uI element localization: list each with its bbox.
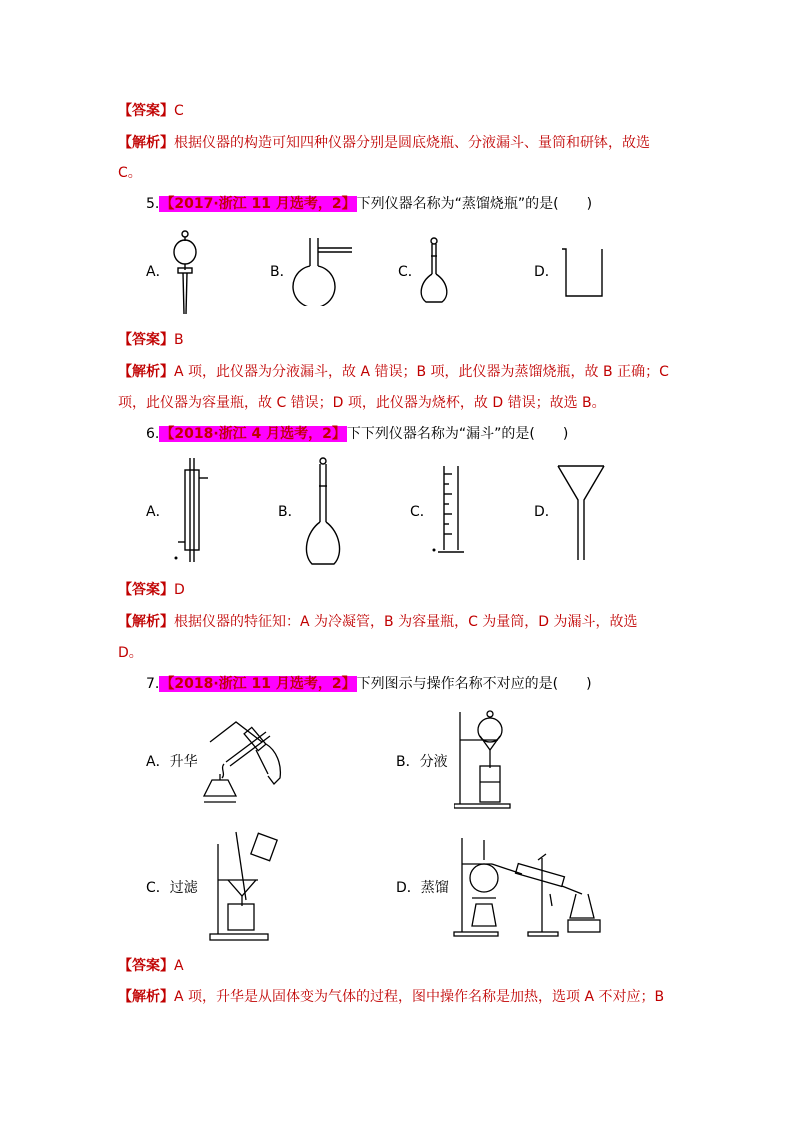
volumetric-flask-figure: [416, 236, 452, 306]
condenser-figure: [172, 456, 212, 566]
question-text: 下下列仪器名称为“漏斗”的是( ): [346, 426, 569, 442]
question-number: 7.: [146, 676, 160, 692]
separation-funnel-setup-figure: [454, 708, 514, 810]
answer-tag: 【答案】: [118, 103, 174, 119]
answer-tag: 【答案】: [118, 958, 174, 974]
analysis-text: A 项，升华是从固体变为气体的过程，图中操作名称是加热，选项 A 不对应；B: [174, 989, 665, 1005]
question-text: 下列图示与操作名称不对应的是( ): [356, 676, 592, 692]
analysis-text: 根据仪器的构造可知四种仪器分别是圆底烧瓶、分液漏斗、量筒和研钵，故选: [174, 135, 650, 151]
analysis-tag: 【解析】: [118, 364, 174, 380]
answer-value: A: [174, 958, 184, 974]
q5-option-b: B．: [270, 264, 294, 280]
q6-option-a: A．: [146, 504, 170, 520]
q5-option-a: A．: [146, 264, 170, 280]
graduated-cylinder-figure: [430, 464, 470, 558]
analysis-tag: 【解析】: [118, 614, 174, 630]
q6-stem: [146, 424, 568, 444]
answer-tag: 【答案】: [118, 582, 174, 598]
analysis-text: 根据仪器的特征知：A 为冷凝管，B 为容量瓶，C 为量筒，D 为漏斗，故选: [174, 614, 638, 630]
q6-option-c: C．: [410, 504, 434, 520]
distilling-flask-figure: [292, 236, 358, 306]
q5-analysis-line1: [118, 362, 669, 382]
question-text: 下列仪器名称为“蒸馏烧瓶”的是( ): [356, 196, 593, 212]
analysis-tag: 【解析】: [118, 989, 174, 1005]
answer-value: D: [174, 582, 185, 598]
question-number: 6.: [146, 426, 160, 442]
funnel-figure: [556, 462, 606, 564]
q5-option-c: C．: [398, 264, 422, 280]
q5-option-d: D．: [534, 264, 559, 280]
q7-answer: [118, 956, 184, 976]
q5-analysis-line2: 项，此仪器为容量瓶，故 C 错误；D 项，此仪器为烧杯，故 D 错误；故选 B。: [118, 395, 606, 411]
heating-test-tube-figure: [196, 714, 292, 808]
q6-analysis-line2: D。: [118, 645, 143, 661]
question-number: 5.: [146, 196, 160, 212]
q7-analysis-line1: [118, 987, 664, 1007]
question-source: 【2018·浙江 11 月选考，2】: [160, 676, 356, 692]
q4-analysis-line2: C。: [118, 165, 142, 181]
volumetric-flask-figure: [302, 456, 344, 568]
q5-stem: [146, 194, 592, 214]
q7-stem: [146, 674, 592, 694]
q4-analysis-line1: [118, 133, 650, 153]
analysis-tag: 【解析】: [118, 135, 174, 151]
q7-option-d: D．蒸馏: [396, 880, 449, 896]
q6-option-d: D．: [534, 504, 559, 520]
q6-analysis-line1: [118, 612, 638, 632]
q6-option-b: B．: [278, 504, 302, 520]
q7-option-b: B．分液: [396, 754, 448, 770]
separatory-funnel-figure: [170, 228, 200, 318]
answer-value: B: [174, 332, 184, 348]
question-source: 【2018·浙江 4 月选考，2】: [160, 426, 346, 442]
q5-answer: [118, 330, 184, 350]
question-source: 【2017·浙江 11 月选考，2】: [160, 196, 356, 212]
beaker-figure: [560, 246, 606, 298]
distillation-setup-figure: [452, 834, 612, 938]
q4-answer: [118, 101, 184, 121]
q7-option-a: A．升华: [146, 754, 198, 770]
analysis-text: A 项，此仪器为分液漏斗，故 A 错误；B 项，此仪器为蒸馏烧瓶，故 B 正确；C: [174, 364, 669, 380]
answer-value: C: [174, 103, 184, 119]
filtration-setup-figure: [206, 830, 300, 942]
q6-answer: [118, 580, 185, 600]
answer-tag: 【答案】: [118, 332, 174, 348]
q7-option-c: C．过滤: [146, 880, 198, 896]
